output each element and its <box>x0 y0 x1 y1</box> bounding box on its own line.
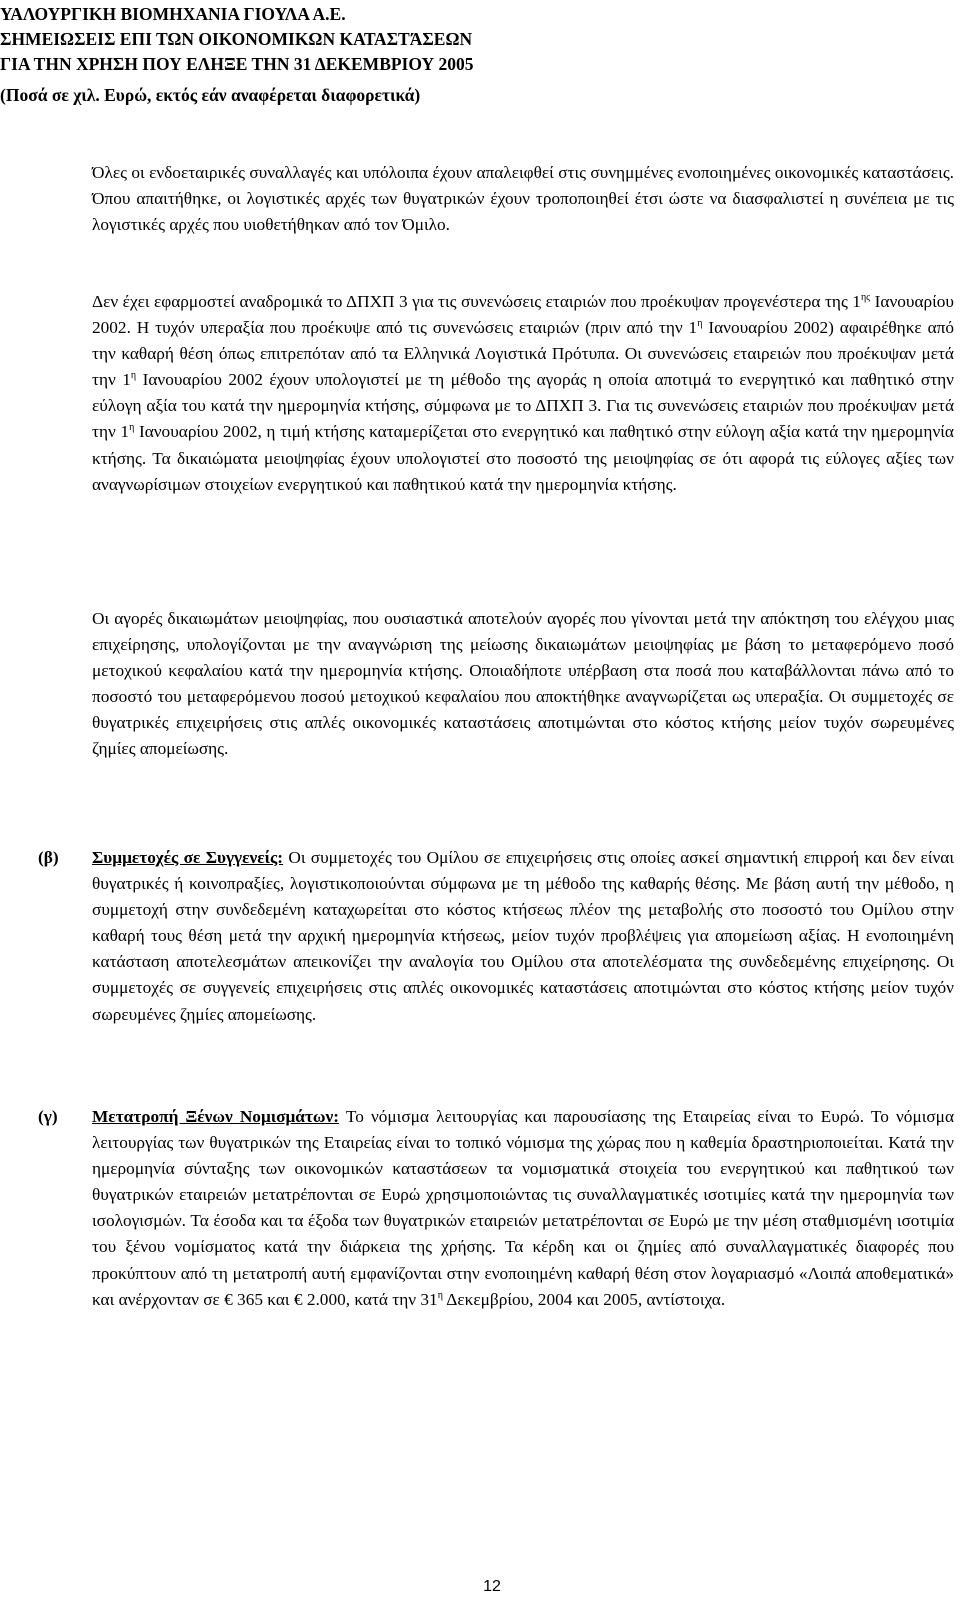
text-run: Ιανουαρίου 2002, η τιμή κτήσης καταμερίζεται στο ενεργητικό και παθητικό στην εύλογη αξία κατά την ημερομηνία κτήσης. Τα δικαιώματα μειοψηφίας έχουν υπολογιστεί στο ποσοστό της μειοψηφίας σε ότι αφορά τις εύλογες αξίες των αναγνωρίσιμων στοιχείων ενεργητικού και παθητικού κατά την ημερομηνία κτήσης. <box>92 422 954 494</box>
paragraph-minority-rights: Οι αγορές δικαιωμάτων μειοψηφίας, που ουσιαστικά αποτελούν αγορές που γίνονται μετά την απόκτηση του ελέγχου μιας επιχείρησης, υπολογίζονται με την αναγνώριση της μείωσης δικαιωμάτων μειοψηφίας με βάση το μεταφερόμενο ποσό μετοχικού κεφαλαίου κατά την ημερομηνία κτήσης. Οποιαδήποτε υπέρβαση στα ποσά που καταβάλλονται πάνω από το ποσοστό του μεταφερόμενου ποσού μετοχικού κεφαλαίου που αποκτήθηκε αναγνωρίζεται ως υπεραξία. Οι συμμετοχές σε θυγατρικές επιχειρήσεις στις απλές οικονομικές καταστάσεις αποτιμώνται στο κόστος κτήσης μείον τυχόν σωρευμένες ζημίες απομείωσης. <box>92 609 954 759</box>
page-number <box>0 1578 960 1596</box>
section-marker-c: (γ) <box>38 1107 58 1126</box>
section-marker-b: (β) <box>38 848 59 867</box>
ordinal-suffix: η <box>129 422 135 434</box>
page-number-label: 12 <box>483 1578 501 1595</box>
text-run: Το νόμισμα λειτουργίας και παρουσίασης της Εταιρείας είναι το Ευρώ. Το νόμισμα λειτουργίας των θυγατρικών της Εταιρείας είναι το τοπικό νόμισμα της χώρας που η καθεμία δραστηριοποιείται. Κατά την ημερομηνία σύνταξης των οικονομικών καταστάσεων τα νομισματικά στοιχεία του ενεργητικού και παθητικού των θυγατρικών εταιρειών μετατρέπονται σε Ευρώ χρησιμοποιώντας τις συναλλαγματικές ισοτιμίες κατά την ημερομηνία των ισολογισμών. Τα έσοδα και τα έξοδα των θυγατρικών εταιρειών μετατρέπονται σε Ευρώ με την μέση σταθμισμένη ισοτιμία του ξένου νομίσματος κατά την διάρκεια της χρήσης. Τα κέρδη και οι ζημίες από συναλλαγματικές διαφορές που προκύπτουν από τη μετατροπή αυτή εμφανίζονται στην ενοποιημένη καθαρή θέση στον λογαριασμό «Λοιπά αποθεματικά» και ανέρχονταν σε € 365 και € 2.000, κατά την 31 <box>92 1107 954 1309</box>
text-run: Ιανουαρίου 2002 έχουν υπολογιστεί με τη μέθοδο της αγοράς η οποία αποτιμά το ενεργητικό και παθητικό στην εύλογη αξία του κατά την ημερομηνία κτήσης, σύμφωνα με το ΔΠΧΠ 3. Για τις συνενώσεις εταιριών που προέκυψαν μετά την 1 <box>92 370 954 442</box>
text-run: Δεκεμβρίου, 2004 και 2005, αντίστοιχα. <box>442 1289 726 1309</box>
paragraph-intercompany: Όλες οι ενδοεταιρικές συναλλαγές και υπόλοιπα έχουν απαλειφθεί στις συνημμένες ενοποιημένες οικονομικές καταστάσεις. Όπου απαιτήθηκε, οι λογιστικές αρχές των θυγατρικών έχουν τροποποιηθεί έτσι ώστε να διασφαλιστεί η συνέπεια με τις λογιστικές αρχές που υιοθετήθηκαν από τον Όμιλο. <box>92 163 954 235</box>
section-heading: Μετατροπή Ξένων Νομισμάτων: <box>92 1107 340 1126</box>
text-run: Δεν έχει εφαρμοστεί αναδρομικά το ΔΠΧΠ 3 για τις συνενώσεις εταιριών που προέκυψαν προγενέστερα της 1 <box>92 292 861 311</box>
text-run: Ιανουαρίου 2002. Η τυχόν υπεραξία που προέκυψε από τις συνενώσεις εταιριών (πριν από την 1 <box>92 292 954 338</box>
section-heading: Συμμετοχές σε Συγγενείς: <box>92 848 284 867</box>
text-run: Οι συμμετοχές του Ομίλου σε επιχειρήσεις στις οποίες ασκεί σημαντική επιρροή και δεν είναι θυγατρικές ή κοινοπραξίες, λογιστικοποιούνται σύμφωνα με τη μέθοδο της καθαρής θέσης. Με βάση αυτή την μέθοδο, η συμμετοχή στην συνδεδεμένη καταχωρείται στο κόστος κτήσεως πλέον της μεταβολής στο ποσοστό του Ομίλου στην καθαρή τους θέση μετά την αρχική ημερομηνία κτήσεως, μείον τυχόν προβλέψεις για απομείωση αξίας. Η ενοποιημένη κατάσταση αποτελεσμάτων απεικονίζει την αναλογία του Ομίλου στα αποτελέσματα της συνδεδεμένης επιχείρησης. Οι συμμετοχές σε συγγενείς επιχειρήσεις στις απλές οικονομικές καταστάσεις αποτιμώνται στο κόστος κτήσης μείον τυχόν σωρευμένες ζημίες απομείωσης. <box>92 848 954 1024</box>
document-header <box>0 2 940 108</box>
ordinal-suffix: η <box>697 318 703 330</box>
section-associates <box>92 845 954 1028</box>
company-name: ΥΑΛΟΥΡΓΙΚΗ ΒΙΟΜΗΧΑΝΙΑ ΓΙΟΥΛΑ Α.Ε. <box>0 4 346 24</box>
paragraph-ifrs3 <box>92 289 954 498</box>
section-foreign-currency <box>92 1104 954 1313</box>
ordinal-suffix: η <box>130 370 137 382</box>
ordinal-suffix: η <box>437 1289 443 1301</box>
document-title: ΣΗΜΕΙΩΣΕΙΣ ΕΠΙ ΤΩΝ ΟΙΚΟΝΟΜΙΚΩΝ ΚΑΤΑΣΤΆΣΕΩΝ <box>0 29 473 49</box>
ordinal-suffix: ης <box>860 292 871 304</box>
period-title: ΓΙΑ ΤΗΝ ΧΡΗΣΗ ΠΟΥ ΕΛΗΞΕ ΤΗΝ 31 ΔΕΚΕΜΒΡΙΟΥ 2005 <box>0 54 474 74</box>
amounts-note: (Ποσά σε χιλ. Ευρώ, εκτός εάν αναφέρεται διαφορετικά) <box>0 85 421 105</box>
text-run: Ιανουαρίου 2002) αφαιρέθηκε από την καθαρή θέση όπως επιτρεπόταν από τα Ελληνικά Λογιστικά Πρότυπα. Οι συνενώσεις εταιρειών που προέκυψαν μετά την 1 <box>92 318 954 390</box>
